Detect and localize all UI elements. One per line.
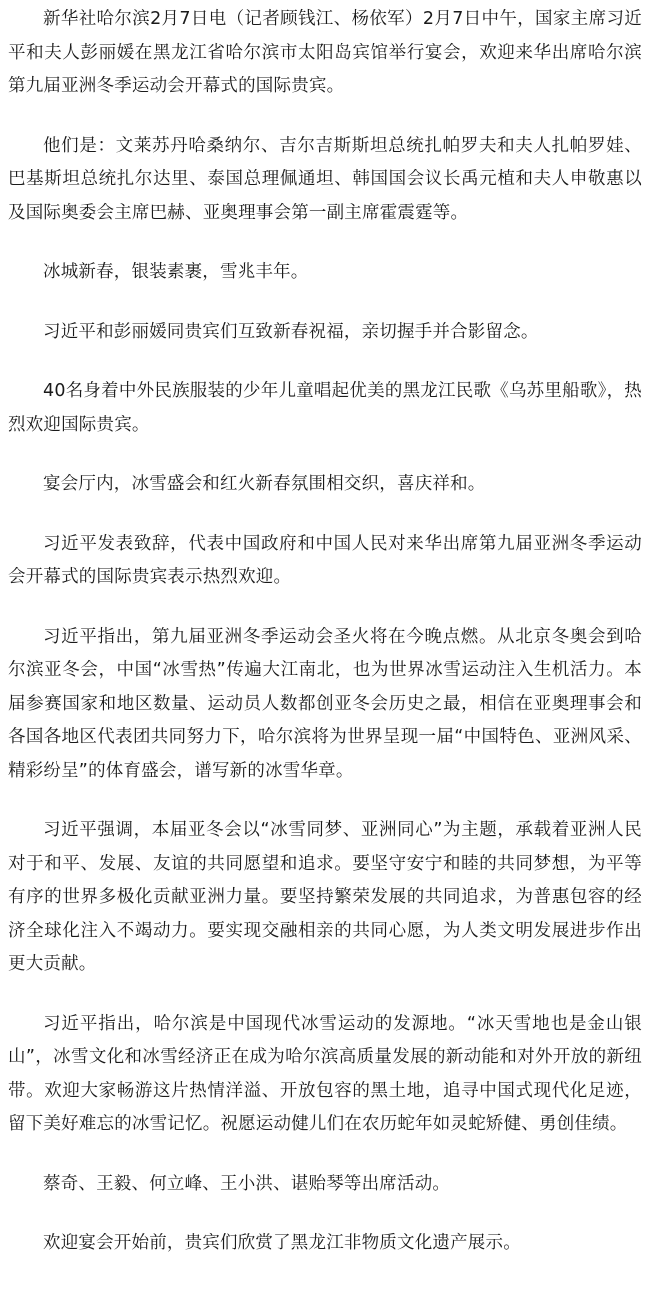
paragraph: 新华社哈尔滨2月7日电（记者顾钱江、杨依军）2月7日中午，国家主席习近平和夫人彭丽媛在黑龙江省哈尔滨市太阳岛宾馆举行宴会，欢迎来华出席哈尔滨第九届亚洲冬季运动会开幕式的国际贵宾。 <box>8 9 642 96</box>
paragraph: 宴会厅内，冰雪盛会和红火新春氛围相交织，喜庆祥和。 <box>43 474 486 494</box>
paragraph: 欢迎宴会开始前，贵宾们欣赏了黑龙江非物质文化遗产展示。 <box>43 1233 521 1253</box>
paragraph: 蔡奇、王毅、何立峰、王小洪、谌贻琴等出席活动。 <box>43 1173 451 1194</box>
paragraph: 习近平发表致辞，代表中国政府和中国人民对来华出席第九届亚洲冬季运动会开幕式的国际贵宾表示热烈欢迎。 <box>8 533 642 587</box>
paragraph: 习近平强调，本届亚冬会以“冰雪同梦、亚洲同心”为主题，承载着亚洲人民对于和平、发展、友谊的共同愿望和追求。要坚守安宁和睦的共同梦想，为平等有序的世界多极化贡献亚洲力量。要坚持繁荣发展的共同追求，为普惠包容的经济全球化注入不竭动力。要实现交融相亲的共同心愿，为人类文明发展进步作出更大贡献。 <box>8 820 642 974</box>
paragraph: 习近平指出，哈尔滨是中国现代冰雪运动的发源地。“冰天雪地也是金山银山”，冰雪文化和冰雪经济正在成为哈尔滨高质量发展的新动能和对外开放的新纽带。欢迎大家畅游这片热情洋溢、开放包容的黑土地，追寻中国式现代化足迹，留下美好难忘的冰雪记忆。祝愿运动健儿们在农历蛇年如灵蛇矫健、勇创佳绩。 <box>8 1013 642 1134</box>
paragraph: 40名身着中外民族服装的少年儿童唱起优美的黑龙江民歌《乌苏里船歌》，热烈欢迎国际贵宾。 <box>8 381 642 435</box>
paragraph: 习近平指出，第九届亚洲冬季运动会圣火将在今晚点燃。从北京冬奥会到哈尔滨亚冬会，中国“冰雪热”传遍大江南北，也为世界冰雪运动注入生机活力。本届参赛国家和地区数量、运动员人数都创亚冬会历史之最，相信在亚奥理事会和各国各地区代表团共同努力下，哈尔滨将为世界呈现一届“中国特色、亚洲风采、精彩纷呈”的体育盛会，谱写新的冰雪华章。 <box>8 626 642 781</box>
paragraph: 冰城新春，银装素裹，雪兆丰年。 <box>43 262 309 282</box>
paragraph: 习近平和彭丽媛同贵宾们互致新春祝福，亲切握手并合影留念。 <box>43 321 539 342</box>
paragraph: 他们是：文莱苏丹哈桑纳尔、吉尔吉斯斯坦总统扎帕罗夫和夫人扎帕罗娃、巴基斯坦总统扎尔达里、泰国总理佩通坦、韩国国会议长禹元植和夫人申敬惠以及国际奥委会主席巴赫、亚奥理事会第一副主席霍震霆等。 <box>8 135 642 223</box>
